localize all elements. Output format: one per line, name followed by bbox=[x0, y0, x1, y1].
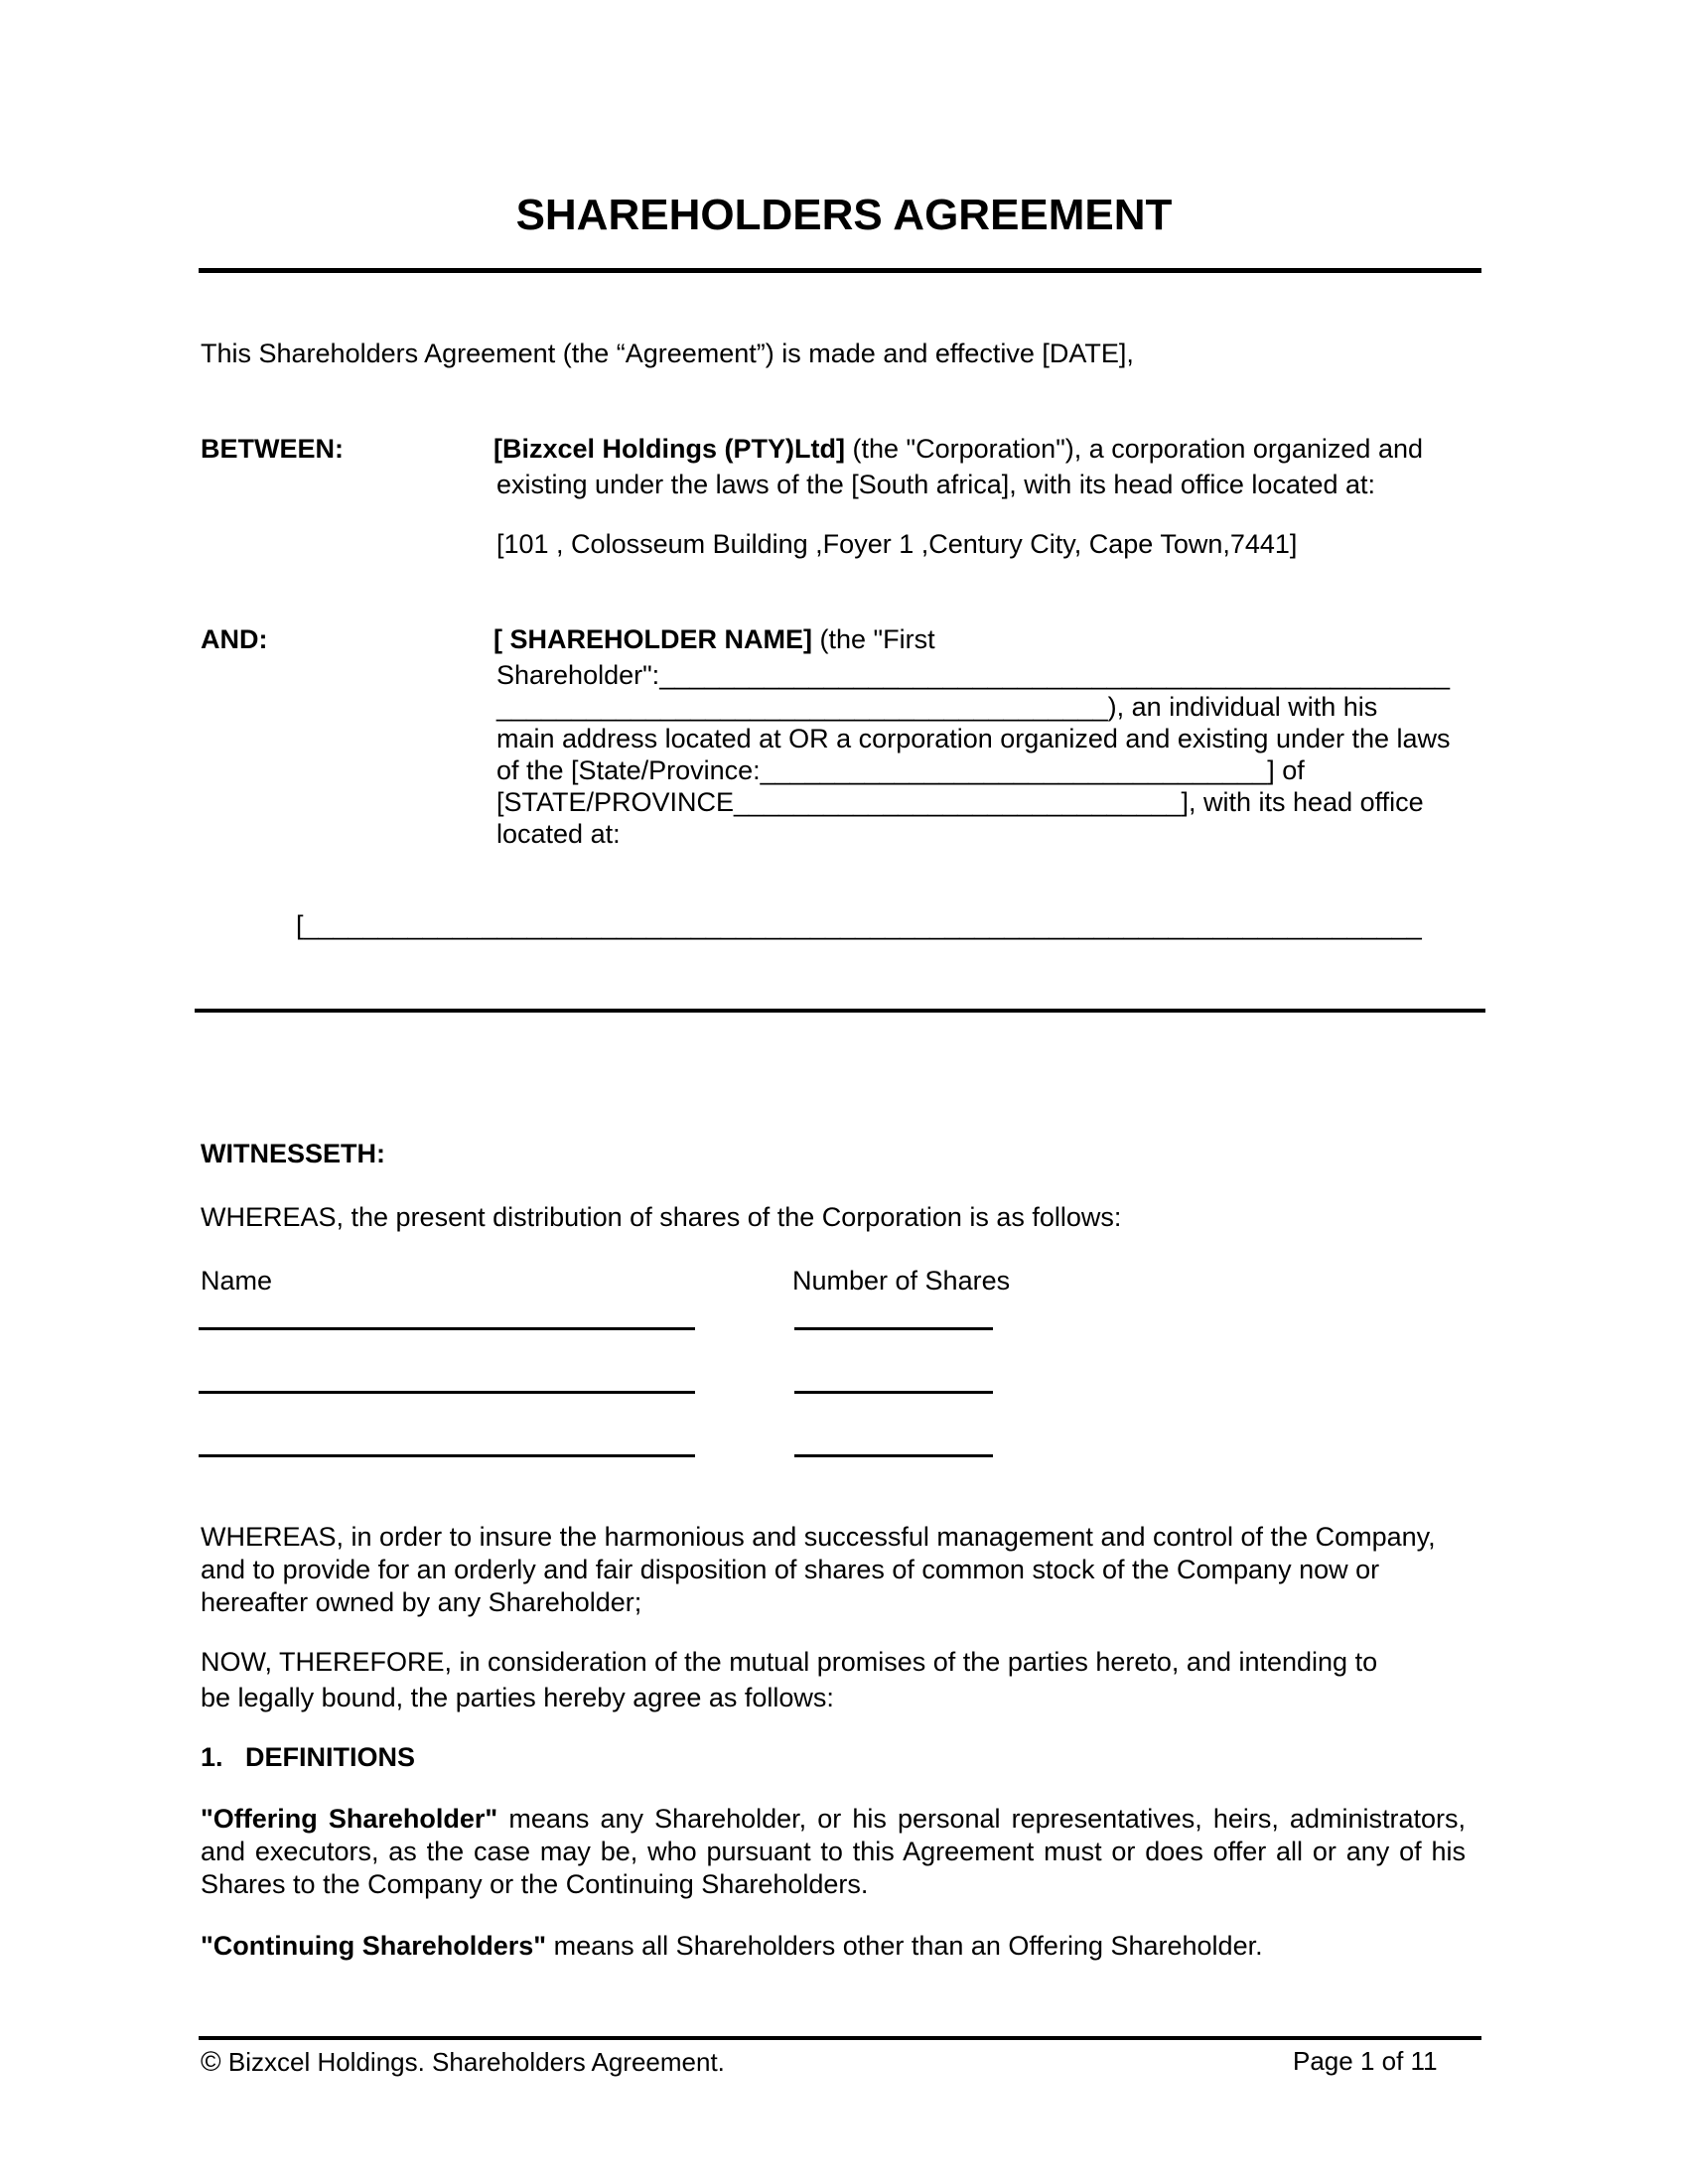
between-line2: existing under the laws of the [South africa], with its head office located at: bbox=[496, 470, 1376, 499]
and-line7: located at: bbox=[496, 819, 621, 849]
document-title: SHAREHOLDERS AGREEMENT bbox=[515, 191, 1173, 239]
and-line4: main address located at OR a corporation organized and existing under the laws bbox=[496, 724, 1451, 753]
copyright-icon: © bbox=[201, 2046, 221, 2077]
whereas-distribution: WHEREAS, the present distribution of shares of the Corporation is as follows: bbox=[201, 1202, 1122, 1232]
and-line1-rest: (the "First bbox=[812, 624, 935, 654]
now-therefore-line1: NOW, THEREFORE, in consideration of the mutual promises of the parties hereto, and intending to bbox=[201, 1647, 1378, 1677]
shareholder-address-blank: [___________________________________________________________________________ bbox=[296, 910, 1422, 940]
definition-text: means any Shareholder, or his personal representatives, heirs, administrators, and executors, as the case may be, who pursuant to this Agreement must or does offer all or any of his Shares to the Company or the Continuing Shareholders. bbox=[201, 1804, 1466, 1899]
witnesseth-heading: WITNESSETH: bbox=[201, 1139, 385, 1168]
definition-term: "Continuing Shareholders" bbox=[201, 1931, 547, 1961]
name-blank-line bbox=[199, 1391, 695, 1394]
and-line5: of the [State/Province:__________________________________] of bbox=[496, 755, 1305, 785]
definition-text: means all Shareholders other than an Offering Shareholder. bbox=[546, 1931, 1263, 1961]
and-line2: Shareholder":_____________________________________________________ bbox=[496, 660, 1451, 690]
definition-offering-shareholder bbox=[201, 1803, 1466, 1901]
now-therefore-line2: be legally bound, the parties hereby agree as follows: bbox=[201, 1683, 834, 1712]
name-column-header: Name bbox=[201, 1266, 273, 1296]
and-label: AND: bbox=[201, 624, 268, 654]
definition-term: "Offering Shareholder" bbox=[201, 1804, 498, 1834]
whereas-management: WHEREAS, in order to insure the harmonious and successful management and control of the Company, and to provide for an orderly and fair disposition of shares of common stock of the Company now or hereafter owned by any Shareholder; bbox=[201, 1522, 1436, 1617]
corporation-name: [Bizxcel Holdings (PTY)Ltd] bbox=[493, 434, 845, 464]
intro-text: This Shareholders Agreement (the “Agreement”) is made and effective [DATE], bbox=[201, 339, 1134, 368]
name-blank-line bbox=[199, 1454, 695, 1457]
shares-column-header: Number of Shares bbox=[792, 1266, 1011, 1296]
definitions-heading: 1. DEFINITIONS bbox=[201, 1742, 416, 1772]
shares-blank-line bbox=[794, 1454, 993, 1457]
name-blank-line bbox=[199, 1327, 695, 1330]
shares-blank-line bbox=[794, 1327, 993, 1330]
title-rule bbox=[199, 268, 1481, 273]
parties-rule bbox=[195, 1009, 1485, 1013]
shareholder-name: [ SHAREHOLDER NAME] bbox=[493, 624, 812, 654]
definition-continuing-shareholders bbox=[201, 1930, 1263, 1963]
and-line6: [STATE/PROVINCE______________________________], with its head office bbox=[496, 787, 1424, 817]
between-line1-rest: (the "Corporation"), a corporation organized and bbox=[845, 434, 1424, 464]
corporation-address: [101 , Colosseum Building ,Foyer 1 ,Century City, Cape Town,7441] bbox=[496, 529, 1298, 559]
footer-text: Bizxcel Holdings. Shareholders Agreement. bbox=[220, 2047, 725, 2077]
and-line1 bbox=[493, 623, 935, 656]
footer-rule bbox=[199, 2036, 1481, 2040]
page-number: Page 1 of 11 bbox=[1293, 2046, 1438, 2076]
footer-copyright bbox=[201, 2045, 725, 2079]
between-line1 bbox=[493, 433, 1423, 466]
and-line3: _________________________________________), an individual with his bbox=[496, 692, 1378, 722]
shares-blank-line bbox=[794, 1391, 993, 1394]
between-label: BETWEEN: bbox=[201, 434, 344, 464]
